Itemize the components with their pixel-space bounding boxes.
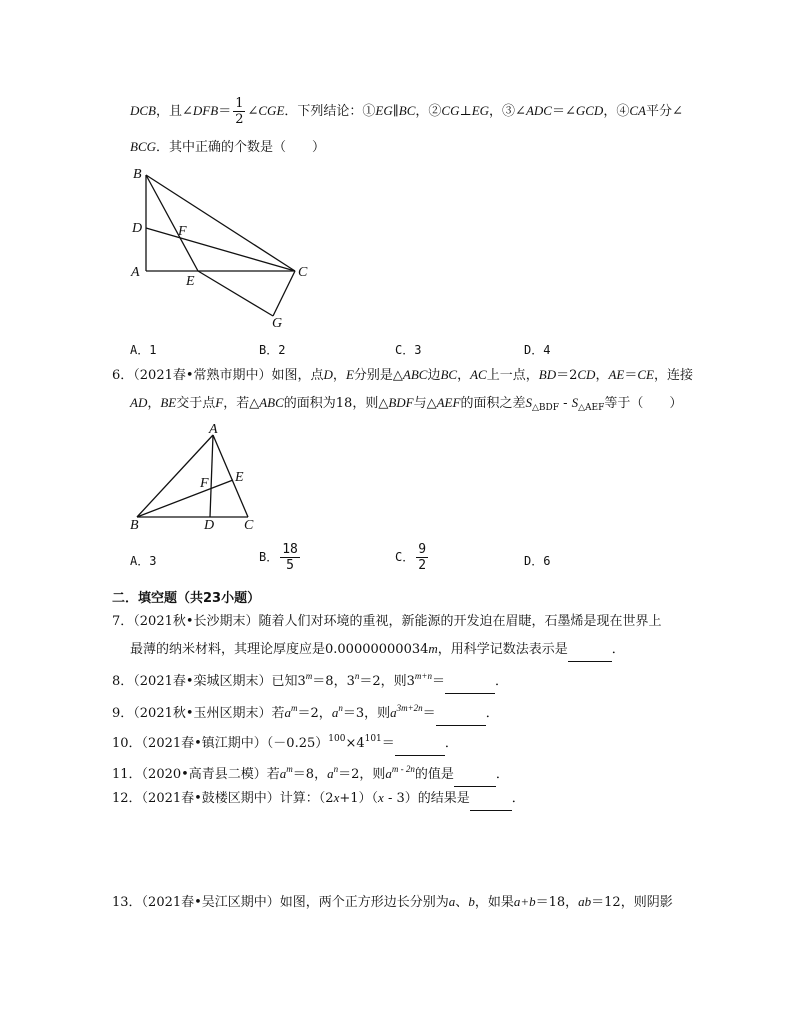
q5-line2: BCG．其中正确的个数是（ ）	[130, 139, 326, 155]
q6-option-d: D．6	[524, 554, 551, 568]
q5-figure	[125, 160, 325, 330]
q6-line2: AD，BE交于点F，若△ABC的面积为18，则△BDF与△AEF的面积之差$S_{\triangle BDF} - S_{\triangle AEF}$等于（ ）	[130, 395, 683, 413]
label-G: G	[272, 316, 283, 330]
math-var: DCB	[130, 103, 156, 118]
segment-BC	[146, 175, 295, 271]
label-D: D	[204, 518, 215, 533]
q7-line2: 最薄的纳米材料，其理论厚度应是0.00000000034m，用科学记数法表示是 ．	[130, 640, 625, 662]
label-D: D	[132, 221, 143, 236]
label-F: F	[200, 476, 209, 491]
q8-line: 8．（2021春•栾城区期末）已知$3^m=8$，$3^n=2$，则$3^{m+n}=$ ．	[112, 667, 508, 694]
q5-option-b: B．2	[259, 343, 286, 357]
answer-blank[interactable]	[395, 737, 445, 756]
segment-AD	[210, 435, 213, 517]
segment-BE	[137, 480, 233, 517]
answer-blank[interactable]	[436, 707, 486, 726]
answer-blank[interactable]	[568, 643, 612, 662]
fraction-9-2: $\frac{9}{2}$	[418, 542, 427, 573]
q13-line: 13．（2021春•吴江区期中）如图，两个正方形边长分别为a、b，如果a+b＝18，ab＝12，则阴影	[112, 894, 673, 910]
label-B: B	[130, 518, 139, 533]
label-E: E	[235, 470, 244, 485]
label-F: F	[178, 224, 187, 239]
q6-option-b: B． $\frac{18}{5}$	[259, 542, 298, 573]
label-A: A	[209, 422, 218, 437]
answer-blank[interactable]	[454, 768, 496, 787]
label-E: E	[186, 274, 195, 289]
q5-option-c: C．3	[395, 343, 422, 357]
label-C: C	[298, 265, 308, 280]
label-C: C	[244, 518, 254, 533]
q12-line: 12．（2021春•鼓楼区期中）计算：（2x+1）（x - 3）的结果是 ．	[112, 789, 525, 811]
q9-line: 9．（2021秋•玉州区期末）若$a^m=2$，$a^n=3$，则$a^{3m+2n}=$ ．	[112, 699, 499, 726]
segment-GC	[273, 271, 295, 316]
fraction-18-5: $\frac{18}{5}$	[282, 542, 298, 573]
label-A: A	[131, 265, 140, 280]
q6-line1: 6．（2021春•常熟市期中）如图，点D，E分别是△ABC边BC，AC上一点，BD＝2CD，AE＝CE，连接	[112, 367, 693, 383]
fraction-one-half: $\frac{1}{2}$	[235, 96, 244, 127]
q11-line: 11．（2020•高青县二模）若$a^m=8$，$a^n=2$，则$a^{m - 2n}$的值是 ．	[112, 760, 509, 787]
segment-DC	[146, 228, 295, 271]
section-heading: 二．填空题（共23小题）	[112, 591, 261, 606]
q7-line1: 7．（2021秋•长沙期末）随着人们对环境的重视，新能源的开发迫在眉睫，石墨烯是现在世界上	[112, 614, 662, 629]
segment-BE	[146, 175, 198, 271]
answer-blank[interactable]	[445, 675, 495, 694]
q6-option-c: C． $\frac{9}{2}$	[395, 542, 427, 573]
q5-option-d: D．4	[524, 343, 551, 357]
label-B: B	[133, 167, 142, 182]
q5-line1: DCB，且∠DFB＝ $\frac{1}{2}$ ∠CGE．下列结论：①EG∥BC，②CG⊥EG，③∠ADC＝∠GCD，④CA平分∠	[130, 96, 683, 127]
answer-blank[interactable]	[470, 792, 512, 811]
q10-line: 10．（2021春•镇江期中）$(-0.25)^{100}\times 4^{101}=$ ．	[112, 730, 458, 756]
q6-figure	[125, 420, 275, 535]
q6-option-a: A．3	[130, 554, 157, 568]
segment-EG	[198, 271, 273, 316]
q5-option-a: A．1	[130, 343, 157, 357]
